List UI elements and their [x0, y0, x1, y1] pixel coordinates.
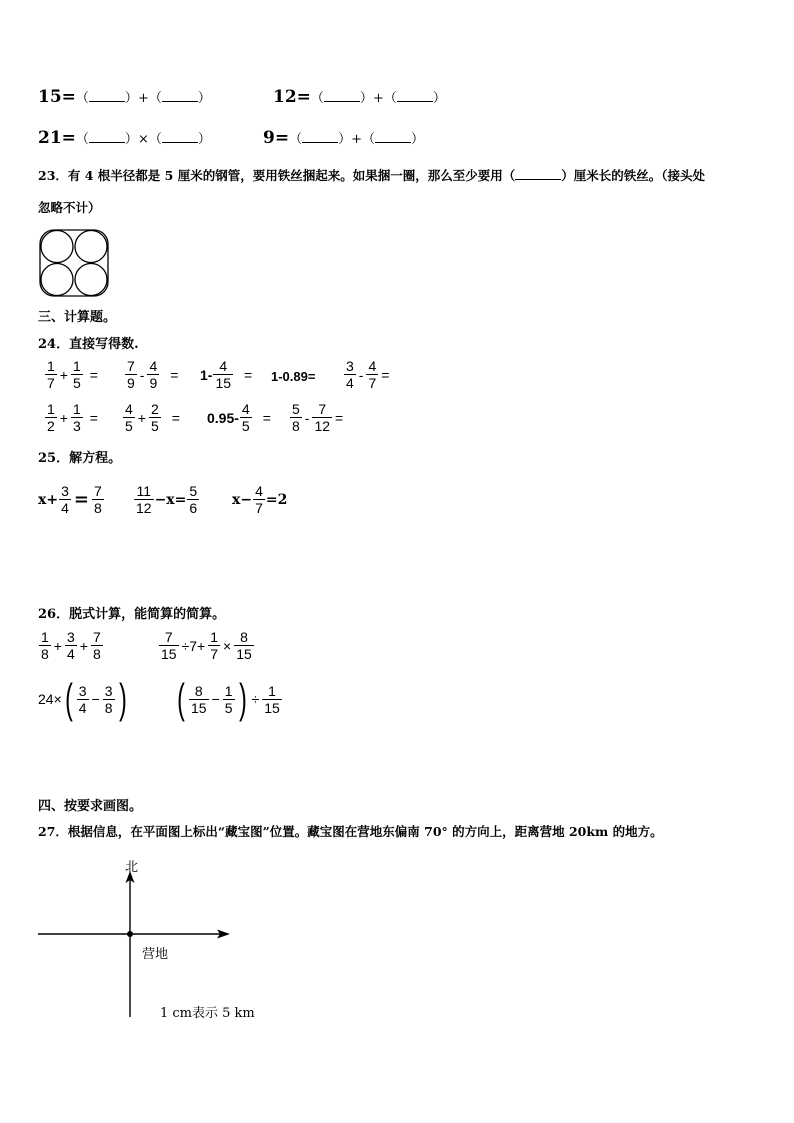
operator: +	[137, 91, 149, 106]
operator: +	[351, 132, 363, 147]
q25-equation-1	[38, 483, 105, 516]
fraction	[149, 401, 161, 434]
denominator: 4	[346, 375, 354, 391]
q24-item-7	[122, 401, 182, 434]
q24-item-3	[200, 358, 254, 391]
section-3-heading: 三、计算题。	[38, 310, 117, 325]
q24-item-4: 1-0.89=	[271, 369, 316, 384]
numerator: 4	[125, 401, 133, 417]
denominator: 9	[149, 375, 158, 391]
q23-line1	[38, 166, 705, 184]
decompose-num-15: 15=	[38, 87, 76, 107]
close-paren: ）	[124, 132, 138, 147]
denominator: 8	[92, 646, 101, 662]
denominator: 3	[72, 418, 81, 434]
denominator: 15	[191, 699, 207, 716]
text-fragment: 24×	[38, 691, 62, 707]
denominator: 5	[150, 418, 159, 434]
fraction	[312, 401, 332, 434]
open-paren: （	[362, 132, 376, 147]
compass-figure	[36, 855, 236, 1023]
operator: =	[170, 366, 179, 383]
fraction	[240, 401, 252, 434]
fraction	[208, 629, 220, 662]
fraction	[366, 358, 378, 391]
numerator: 5	[292, 401, 300, 417]
q24-item-1	[44, 358, 100, 391]
q26-expression-2	[158, 629, 255, 662]
right-paren: )	[118, 675, 127, 722]
scale-label: 1 cm表示 5 km	[160, 1006, 255, 1021]
q25-title: 25．解方程。	[38, 451, 122, 466]
denominator: 9	[127, 375, 135, 391]
open-paren: （	[310, 91, 324, 106]
denominator: 5	[224, 699, 233, 716]
numerator: 4	[149, 358, 158, 374]
denominator: 8	[292, 418, 300, 434]
fraction	[223, 683, 235, 716]
operator: =	[171, 409, 180, 426]
right-paren: )	[238, 675, 247, 722]
denominator: 5	[241, 418, 250, 434]
operator: +	[59, 366, 68, 383]
operator: -	[139, 366, 145, 383]
denominator: 7	[47, 375, 55, 391]
numerator: 1	[72, 358, 81, 374]
pipe-circle	[75, 231, 107, 263]
fraction	[45, 358, 57, 391]
numerator: 3	[78, 682, 87, 699]
fraction	[253, 483, 265, 516]
fraction	[65, 629, 77, 662]
numerator: 5	[189, 483, 198, 499]
denominator: 7	[210, 646, 219, 662]
operator: ×	[223, 637, 232, 654]
fraction	[189, 683, 209, 716]
fraction	[344, 358, 356, 391]
text-fragment: 1-	[200, 366, 213, 383]
left-paren: (	[64, 675, 73, 722]
answer-blank[interactable]	[375, 129, 411, 143]
denominator: 2	[47, 418, 55, 434]
denominator: 15	[264, 699, 280, 716]
numerator: 1	[224, 682, 233, 699]
text-fragment: x+	[38, 491, 59, 508]
denominator: 6	[189, 500, 198, 516]
operator: +	[79, 637, 88, 654]
decompose-num-21: 21=	[38, 128, 76, 148]
fraction	[91, 629, 103, 662]
operator: =	[381, 366, 390, 383]
operator: =	[262, 409, 271, 426]
numerator: 2	[150, 401, 159, 417]
close-paren: ）	[432, 91, 446, 106]
operator: =	[89, 366, 98, 383]
operator: +	[372, 91, 384, 106]
north-label: 北	[125, 860, 139, 875]
pipes-binding-wire	[40, 230, 108, 296]
fraction	[159, 629, 179, 662]
open-paren: （	[148, 91, 162, 106]
numerator: 4	[213, 358, 233, 375]
close-paren: ）	[411, 132, 425, 147]
decompose-row-4	[263, 128, 424, 148]
answer-blank[interactable]	[89, 129, 125, 143]
answer-blank[interactable]	[302, 129, 338, 143]
operator: +	[59, 409, 68, 426]
fraction	[59, 483, 71, 516]
fraction	[123, 401, 135, 434]
denominator: 4	[66, 646, 75, 662]
answer-blank[interactable]	[89, 88, 125, 102]
q24-item-5	[343, 358, 391, 391]
q24-item-9	[289, 401, 345, 434]
fraction	[147, 358, 159, 391]
close-paren: ）	[359, 91, 373, 106]
denominator: 15	[215, 375, 232, 391]
denominator: 5	[125, 418, 133, 434]
denominator: 8	[104, 699, 113, 716]
decompose-row-3	[38, 128, 211, 148]
denominator: 4	[78, 699, 87, 716]
numerator: 8	[189, 683, 209, 700]
close-paren: ）	[124, 91, 138, 106]
q26-title: 26．脱式计算，能简算的简算。	[38, 607, 226, 622]
denominator: 15	[161, 646, 177, 662]
q24-item-6	[44, 401, 100, 434]
fraction	[290, 401, 302, 434]
fraction	[77, 683, 89, 716]
decompose-row-1	[38, 87, 211, 107]
decompose-row-2	[273, 87, 446, 107]
fraction	[234, 629, 254, 662]
numerator: 4	[241, 401, 250, 417]
denominator: 7	[255, 500, 263, 516]
numerator: 1	[72, 401, 81, 417]
operator: ×	[137, 132, 149, 147]
numerator: 3	[346, 358, 354, 374]
q23-text-pre: 23．有 4 根半径都是 5 厘米的钢管，要用铁丝捆起来。如果捆一圈，那么至少要用（	[38, 168, 516, 183]
pipes-figure	[38, 228, 110, 298]
close-paren: ）	[197, 132, 211, 147]
fraction	[71, 358, 83, 391]
q24-item-2	[124, 358, 180, 391]
numerator: 1	[262, 683, 282, 700]
q25-equation-2	[133, 483, 200, 516]
operator: -	[304, 409, 310, 426]
answer-blank[interactable]	[162, 129, 198, 143]
answer-blank[interactable]	[162, 88, 198, 102]
open-paren: （	[289, 132, 303, 147]
denominator: 8	[93, 500, 102, 516]
close-paren: ）	[197, 91, 211, 106]
q25-equation-3	[232, 483, 287, 516]
left-paren: (	[177, 675, 185, 722]
operator: ÷	[251, 691, 260, 707]
denominator: 15	[236, 646, 252, 662]
decompose-num-9: 9=	[263, 128, 290, 148]
open-paren: （	[148, 132, 162, 147]
q27-text: 27．根据信息，在平面图上标出“藏宝图”位置。藏宝图在营地东偏南 70° 的方向上，距离营地 20km 的地方。	[38, 824, 663, 839]
pipe-circle	[41, 264, 73, 296]
operator: +	[53, 637, 62, 654]
open-paren: （	[75, 132, 89, 147]
pipe-circle	[41, 231, 73, 263]
numerator: 3	[61, 483, 69, 499]
operator: =	[89, 409, 98, 426]
operator: =	[335, 409, 344, 426]
decompose-num-12: 12=	[273, 87, 311, 107]
pipe-circle	[75, 264, 107, 296]
q23-answer-blank[interactable]	[515, 166, 561, 180]
close-paren: ）	[338, 132, 352, 147]
numerator: 7	[159, 629, 179, 646]
numerator: 3	[104, 682, 113, 699]
q24-item-8	[207, 401, 273, 434]
text-fragment: −x=	[154, 491, 187, 508]
operator: +	[137, 409, 146, 426]
text-fragment: =2	[265, 491, 288, 508]
operator: =	[73, 489, 89, 510]
denominator: 12	[314, 418, 331, 434]
numerator: 7	[127, 358, 135, 374]
fraction	[125, 358, 137, 391]
q24-title: 24．直接写得数.	[38, 337, 139, 352]
fraction	[71, 401, 83, 434]
numerator: 1	[47, 358, 55, 374]
q26-expression-3	[38, 675, 130, 722]
operator: −	[91, 691, 100, 707]
numerator: 8	[234, 629, 254, 646]
section-4-heading: 四、按要求画图。	[38, 799, 143, 814]
denominator: 7	[368, 375, 377, 391]
fraction	[262, 683, 282, 716]
numerator: 1	[47, 401, 55, 417]
fraction	[39, 629, 51, 662]
camp-point	[127, 931, 133, 937]
open-paren: （	[75, 91, 89, 106]
numerator: 3	[66, 629, 75, 645]
answer-blank[interactable]	[397, 88, 433, 102]
operator: =	[244, 366, 253, 383]
q23-text-post: ）厘米长的铁丝。（接头处	[561, 168, 705, 183]
numerator: 4	[255, 483, 263, 499]
denominator: 4	[61, 500, 69, 516]
text-fragment: x−	[232, 491, 253, 508]
text-fragment: 0.95-	[207, 409, 239, 426]
denominator: 8	[41, 646, 49, 662]
camp-label: 营地	[142, 947, 169, 962]
fraction	[103, 683, 115, 716]
denominator: 5	[72, 375, 81, 391]
operator: ÷7+	[181, 637, 206, 654]
fraction	[187, 483, 199, 516]
fraction	[92, 483, 104, 516]
operator: -	[358, 366, 364, 383]
open-paren: （	[383, 91, 397, 106]
operator: −	[211, 691, 220, 707]
numerator: 1	[210, 629, 219, 645]
fraction	[213, 358, 233, 391]
q26-expression-4	[174, 675, 283, 722]
numerator: 7	[312, 401, 332, 418]
numerator: 1	[41, 629, 49, 645]
fraction	[45, 401, 57, 434]
numerator: 7	[92, 629, 101, 645]
q23-line2: 忽略不计）	[38, 200, 101, 215]
fraction	[134, 483, 154, 516]
numerator: 7	[93, 483, 102, 499]
q26-expression-1	[38, 629, 104, 662]
denominator: 12	[136, 500, 152, 516]
answer-blank[interactable]	[324, 88, 360, 102]
numerator: 4	[368, 358, 377, 374]
numerator: 11	[134, 483, 154, 500]
